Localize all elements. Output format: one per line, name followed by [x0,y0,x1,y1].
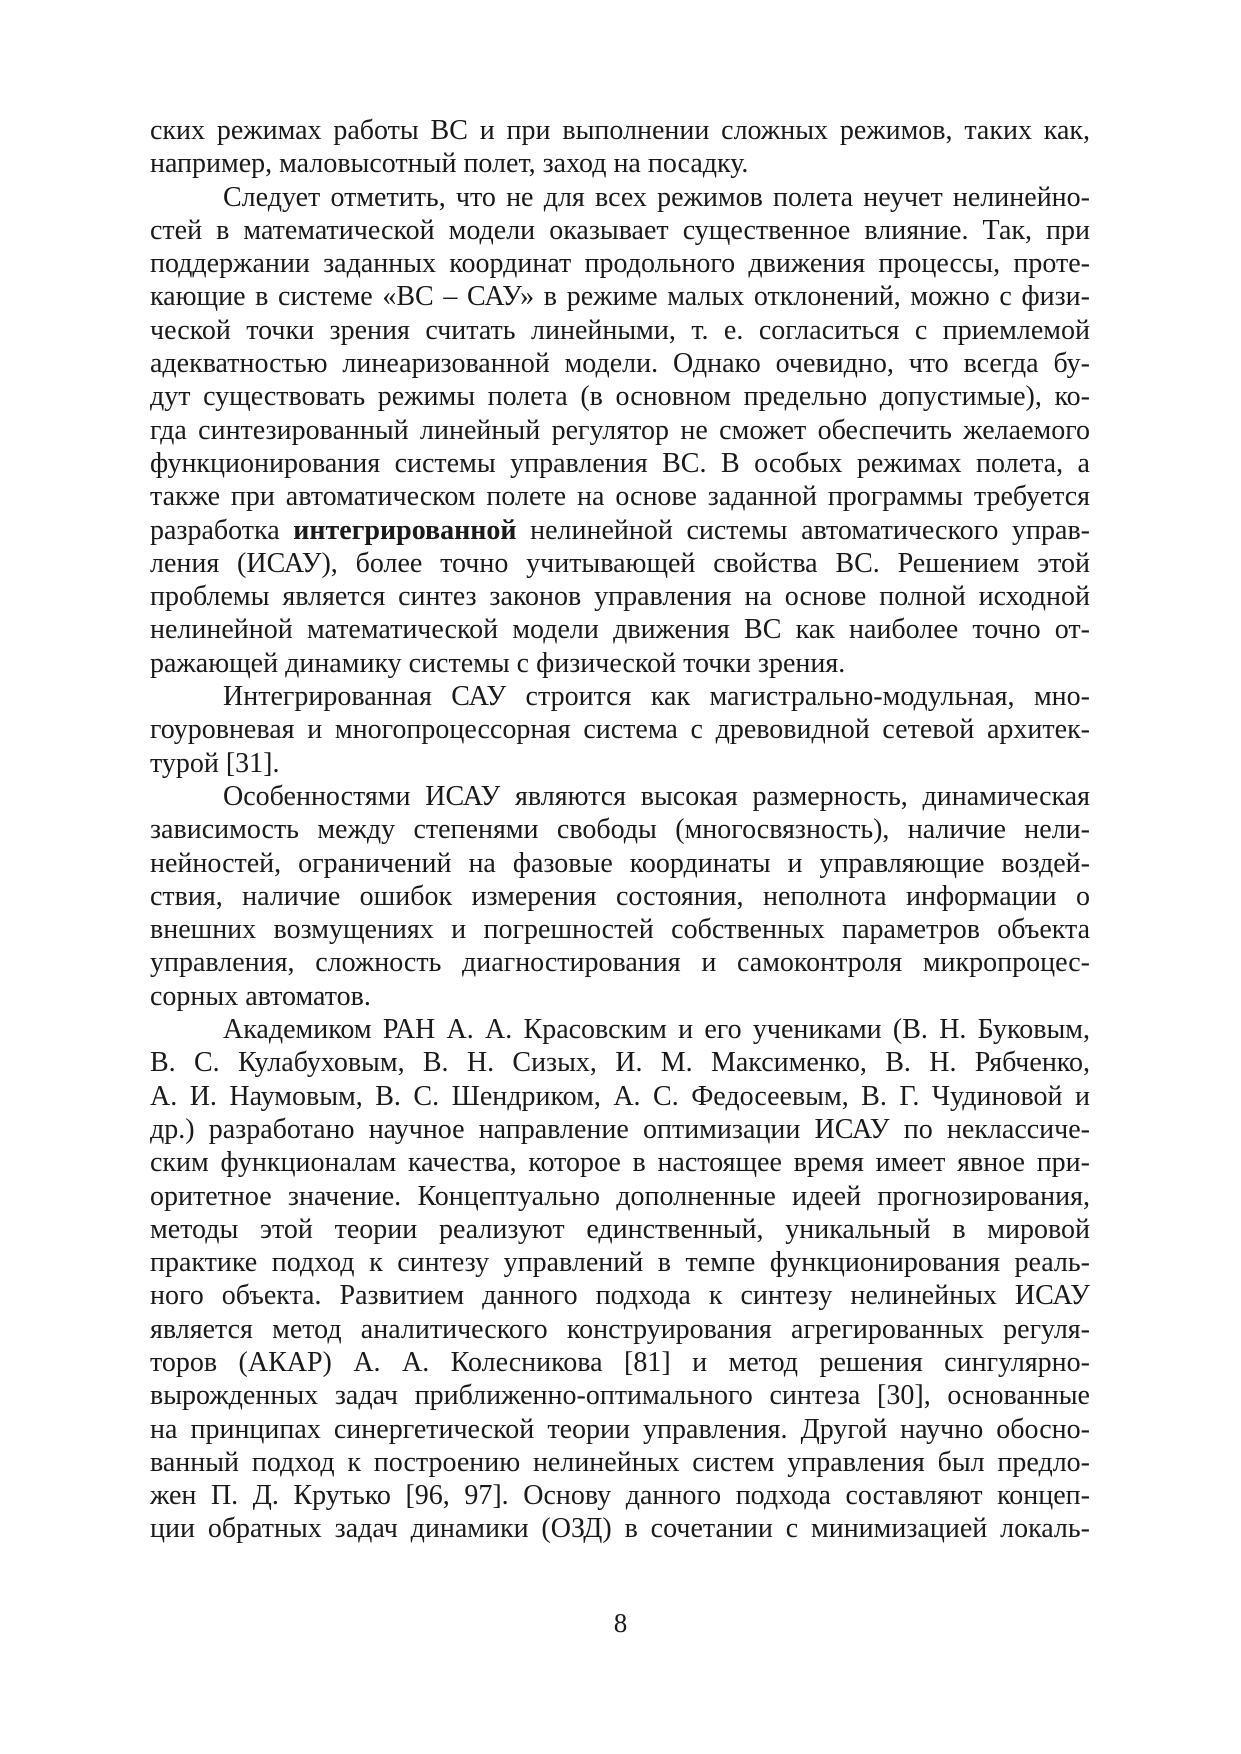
text-line: практике подход к синтезу управлений в темпе функционирования реаль- [150,1247,1090,1279]
text-line: проблемы является синтез законов управления на основе полной исходной [150,581,1090,613]
text-line: А. И. Наумовым, В. С. Шендриком, А. С. Федосеевым, В. Г. Чудиновой и [150,1080,1090,1112]
text-line: на принципах синергетической теории управления. Другой научно обосно- [150,1413,1090,1445]
bold-term: интегрированной [293,514,517,546]
text-line: ствия, наличие ошибок измерения состояния, неполнота информации о [150,880,1090,912]
text-line: Академиком РАН А. А. Красовским и его учениками (В. Н. Буковым, [223,1014,1090,1046]
text-fragment: разработка [150,514,294,546]
text-line: Интегрированная САУ строится как магистрально-модульная, мно- [223,681,1090,713]
text-line: гда синтезированный линейный регулятор не сможет обеспечить желаемого [150,414,1090,446]
text-fragment: нелинейной системы автоматического управ- [516,514,1090,546]
text-line: дут существовать режимы полета (в основном предельно допустимые), ко- [150,381,1090,413]
text-line: функционирования системы управления ВС. В особых режимах полета, а [150,447,1090,479]
text-line: ного объекта. Развитием данного подхода к синтезу нелинейных ИСАУ [150,1280,1090,1312]
text-line: турой [31]. [150,747,280,779]
text-line: является метод аналитического конструирования агрегированных регуля- [150,1313,1090,1345]
text-line: др.) разработано научное направление оптимизации ИСАУ по неклассиче- [150,1113,1090,1145]
text-line: жен П. Д. Крутько [96, 97]. Основу данного подхода составляют концеп- [150,1480,1090,1512]
text-line: ления (ИСАУ), более точно учитывающей свойства ВС. Решением этой [150,547,1090,579]
text-line: также при автоматическом полете на основе заданной программы требуется [150,481,1090,513]
text-line: управления, сложность диагностирования и самоконтроля микропроцес- [150,947,1090,979]
text-line: методы этой теории реализуют единственный, уникальный в мировой [150,1213,1090,1245]
body-text [150,114,1090,1546]
text-line: сорных автоматов. [150,980,371,1012]
text-line: стей в математической модели оказывает существенное влияние. Так, при [150,214,1090,246]
text-line: ции обратных задач динамики (ОЗД) в сочетании с минимизацией локаль- [150,1513,1090,1545]
text-line: нейностей, ограничений на фазовые координаты и управляющие воздей- [150,847,1090,879]
text-line: внешних возмущениях и погрешностей собственных параметров объекта [150,914,1090,946]
text-line: поддержании заданных координат продольного движения процессы, проте- [150,248,1090,280]
text-line: Особенностями ИСАУ являются высокая размерность, динамическая [223,780,1090,812]
text-line: Следует отметить, что не для всех режимов полета неучет нелинейно- [223,181,1090,213]
text-line: ванный подход к построению нелинейных систем управления был предло- [150,1446,1090,1478]
text-line: В. С. Кулабуховым, В. Н. Сизых, И. М. Максименко, В. Н. Рябченко, [150,1047,1090,1079]
text-line: ческой точки зрения считать линейными, т. е. согласиться с приемлемой [150,314,1090,346]
text-line: торов (АКАР) А. А. Колесникова [81] и метод решения сингулярно- [150,1346,1090,1378]
text-line: вырожденных задач приближенно-оптимального синтеза [30], основанные [150,1380,1090,1412]
text-line: адекватностью линеаризованной модели. Однако очевидно, что всегда бу- [150,348,1090,380]
text-line: ским функционалам качества, которое в настоящее время имеет явное при- [150,1147,1090,1179]
text-line: например, маловысотный полет, заход на посадку. [150,148,749,180]
text-line: ражающей динамику системы с физической точки зрения. [150,647,846,679]
text-line: нелинейной математической модели движения ВС как наиболее точно от- [150,614,1090,646]
text-line-with-bold [150,514,1090,547]
text-line: ских режимах работы ВС и при выполнении сложных режимов, таких как, [150,115,1090,146]
text-line: зависимость между степенями свободы (многосвязность), наличие нели- [150,814,1090,846]
page-number: 8 [613,1608,628,1638]
text-line: гоуровневая и многопроцессорная система с древовидной сетевой архитек- [150,714,1090,746]
text-line: кающие в системе «ВС – САУ» в режиме малых отклонений, можно с физи- [150,281,1090,313]
text-line: оритетное значение. Концептуально дополненные идеей прогнозирования, [150,1180,1090,1212]
